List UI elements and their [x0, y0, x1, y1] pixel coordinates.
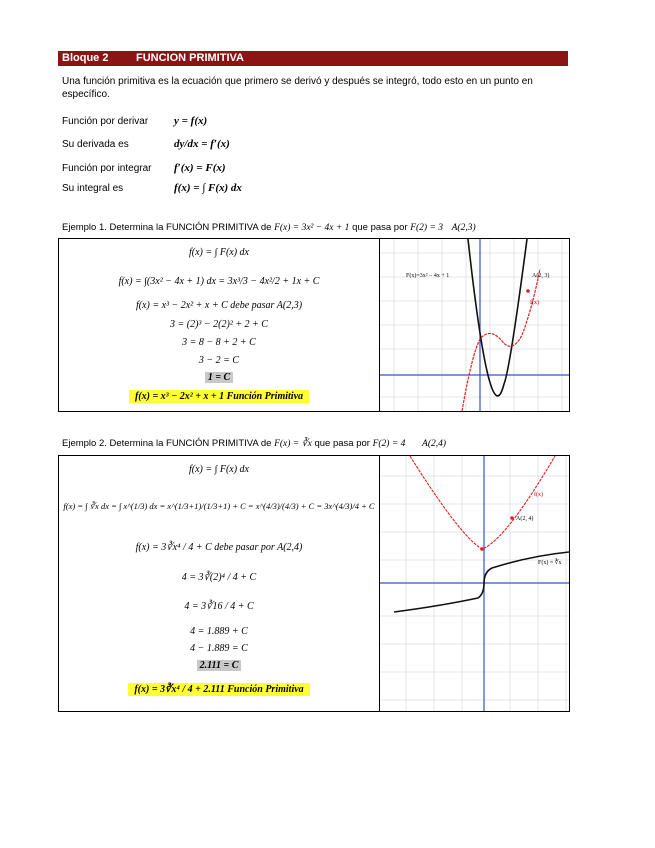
block-number: Bloque 2	[62, 52, 109, 64]
step: f(x) = ∫ F(x) dx	[188, 464, 249, 475]
primitive-function: f(x) = 3∛x⁴ / 4 + 2.111 Función Primitiva	[128, 683, 309, 696]
definition-row	[62, 162, 226, 174]
step: 3 − 2 = C	[198, 355, 240, 366]
definition-formula: y = f(x)	[174, 115, 208, 127]
primitive-function: f(x) = x³ − 2x² + x + 1 Función Primitiva	[129, 390, 309, 403]
step-result	[59, 372, 379, 383]
step: f(x) = ∫(3x² − 4x + 1) dx = 3x³/3 − 4x²/2 + 1x + C	[118, 276, 320, 287]
point-label: A(2, 3)	[532, 273, 550, 279]
step-result	[59, 660, 379, 671]
example1-steps	[59, 239, 379, 411]
intro-paragraph: Una función primitiva es la ecuación que primero se derivó y después se integró, todo esto en un punto en específico.	[62, 76, 533, 100]
definition-label: Su derivada es	[62, 139, 129, 150]
primitive-label: f(x)	[530, 300, 539, 306]
example2-box	[58, 455, 570, 712]
heading-point: A(2,3)	[451, 223, 476, 233]
grid	[380, 239, 569, 411]
step: f(x) = ∫ F(x) dx	[188, 247, 249, 258]
point-marker	[526, 289, 530, 293]
derivative-label: F(x)=3x² − 4x + 1	[406, 273, 450, 279]
derivative-label: F(x) = ∛x	[538, 560, 562, 566]
definition-formula: dy/dx = f′(x)	[174, 138, 230, 150]
heading-point: A(2,4)	[422, 439, 447, 449]
block-title-bar	[58, 51, 568, 66]
definition-formula: f(x) = ∫ F(x) dx	[174, 182, 242, 194]
primitive-label: f(x)	[534, 492, 543, 498]
example2-heading	[62, 438, 446, 449]
step: 4 = 3∛(2)⁴ / 4 + C	[181, 572, 257, 583]
derivative-curve	[468, 239, 527, 396]
primitive-curve	[410, 456, 555, 549]
step: 4 = 3∛16 / 4 + C	[184, 601, 254, 612]
definition-row	[62, 138, 230, 150]
example2-steps	[59, 456, 379, 711]
page-title: FUNCION PRIMITIVA	[136, 52, 244, 64]
vertex-marker	[480, 547, 484, 551]
heading-text: Ejemplo 1. Determina la FUNCIÓN PRIMITIVA de	[62, 222, 272, 233]
definition-label: Función por integrar	[62, 163, 152, 174]
definition-row	[62, 182, 242, 194]
definition-row	[62, 115, 208, 127]
heading-text: que pasa por	[314, 438, 370, 449]
step: 4 = 1.889 + C	[190, 626, 248, 637]
constant-result: 1 = C	[205, 372, 233, 383]
point-label: A(2, 4)	[516, 516, 534, 522]
step: f(x) = x³ − 2x² + x + C debe pasar A(2,3)	[135, 300, 303, 311]
heading-text: Ejemplo 2. Determina la FUNCIÓN PRIMITIVA de	[62, 438, 272, 449]
heading-text: que pasa por	[352, 222, 408, 233]
step-final	[59, 391, 379, 402]
definition-label: Su integral es	[62, 183, 124, 194]
step-final	[59, 684, 379, 695]
heading-formula: F(x) = 3x² − 4x + 1	[274, 223, 350, 233]
example1-heading	[62, 222, 476, 233]
example2-graph	[380, 456, 569, 711]
heading-condition: F(2) = 3	[410, 223, 443, 233]
definition-label: Función por derivar	[62, 116, 149, 127]
heading-formula: F(x) = ∛x	[274, 439, 312, 449]
step: 4 − 1.889 = C	[190, 643, 248, 654]
step: 3 = (2)³ − 2(2)² + 2 + C	[170, 319, 268, 330]
step: 3 = 8 − 8 + 2 + C	[182, 337, 256, 348]
definition-formula: f′(x) = F(x)	[174, 162, 226, 174]
example1-box	[58, 238, 570, 412]
heading-condition: F(2) = 4	[372, 439, 406, 449]
constant-result: 2.111 = C	[197, 660, 242, 671]
example1-graph	[380, 239, 569, 411]
step: f(x) = ∫ ∛x dx = ∫ x^(1/3) dx = x^(1/3+1)/(1/3+1) + C = x^(4/3)/(4/3) + C = 3x^(4/3)/4 + C	[63, 501, 375, 511]
step: f(x) = 3∛x⁴ / 4 + C debe pasar por A(2,4)	[135, 542, 303, 553]
point-marker	[510, 516, 514, 520]
